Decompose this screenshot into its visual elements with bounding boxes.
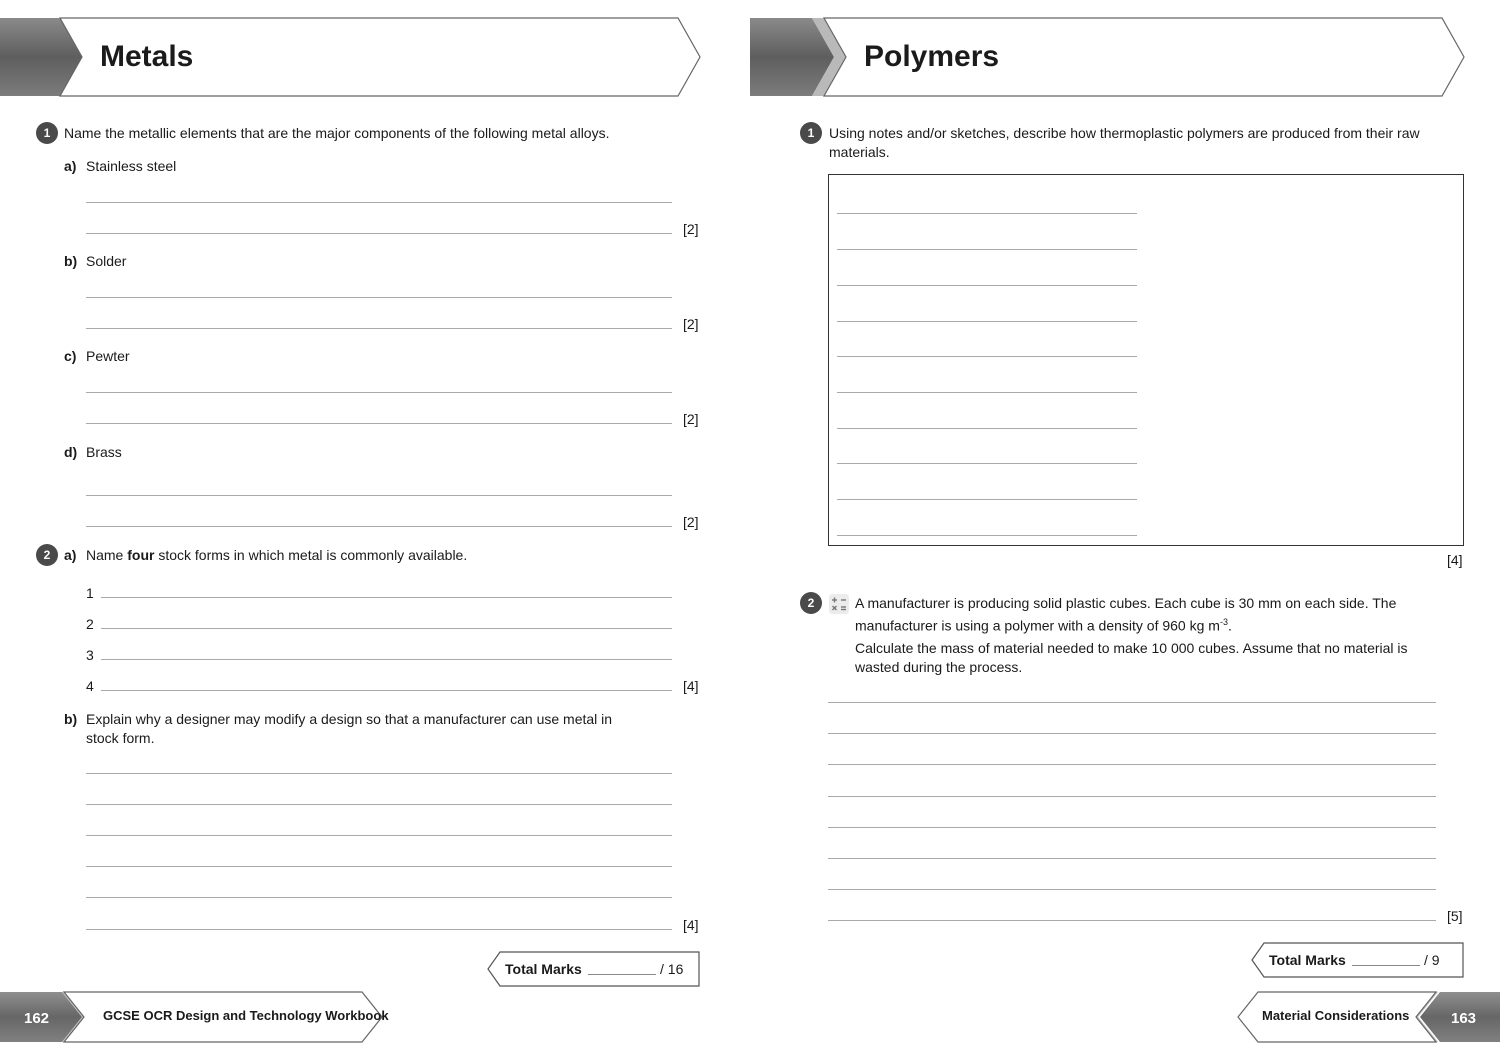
answer-line[interactable] — [86, 929, 672, 930]
part-label: d) — [64, 444, 78, 460]
part-text: Stainless steel — [86, 158, 177, 174]
part-text: Brass — [86, 444, 122, 460]
answer-line[interactable] — [86, 835, 672, 836]
question-text: Name the metallic elements that are the major components of the following metal alloys. — [64, 125, 610, 141]
part-text-emphasis: four — [127, 547, 155, 563]
marks-label: [2] — [683, 221, 699, 237]
answer-line[interactable] — [86, 202, 672, 203]
marks-label: [4] — [683, 678, 699, 694]
question-number-badge: 1 — [36, 122, 58, 144]
answer-line[interactable] — [828, 702, 1436, 703]
question-number-badge: 2 — [36, 544, 58, 566]
answer-line[interactable] — [86, 328, 672, 329]
total-marks-field[interactable] — [1352, 965, 1420, 966]
answer-line[interactable] — [828, 858, 1436, 859]
page-title: Polymers — [864, 40, 1000, 73]
part-label: a) — [64, 547, 77, 563]
part-text-end: stock forms in which metal is commonly available. — [154, 547, 468, 563]
part-label: c) — [64, 348, 77, 364]
answer-line[interactable] — [828, 764, 1436, 765]
part-label: b) — [64, 253, 78, 269]
question-text — [855, 594, 1455, 636]
marks-label: [2] — [683, 411, 699, 427]
answer-line[interactable] — [101, 690, 672, 691]
page-title: Metals — [100, 40, 194, 73]
page-number: 162 — [24, 1010, 50, 1027]
answer-line[interactable] — [86, 773, 672, 774]
answer-line[interactable] — [86, 526, 672, 527]
answer-line[interactable] — [837, 499, 1137, 500]
total-marks-field[interactable] — [588, 974, 656, 975]
question-text-main: A manufacturer is producing solid plastic cubes. Each cube is 30 mm on each side. The manufacturer is using a polymer with a density of 960 kg m — [855, 595, 1397, 634]
part-text — [86, 546, 467, 565]
answer-line[interactable] — [101, 597, 672, 598]
marks-label: [4] — [683, 917, 699, 933]
question-text-period: . — [1227, 617, 1232, 634]
part-label: b) — [64, 711, 78, 727]
page-number: 163 — [1451, 1010, 1477, 1027]
answer-line[interactable] — [86, 866, 672, 867]
answer-line[interactable] — [837, 463, 1137, 464]
part-text-start: Name — [86, 547, 128, 563]
question-number-badge: 2 — [800, 592, 822, 614]
list-number: 1 — [86, 585, 94, 601]
footer-title: GCSE OCR Design and Technology Workbook — [103, 1008, 389, 1023]
marks-label: [4] — [1447, 552, 1463, 568]
list-number: 2 — [86, 616, 94, 632]
answer-line[interactable] — [86, 392, 672, 393]
question-text: Using notes and/or sketches, describe how thermoplastic polymers are produced from their raw materials. — [829, 125, 1420, 160]
answer-line[interactable] — [837, 535, 1137, 536]
answer-line[interactable] — [837, 321, 1137, 322]
list-number: 4 — [86, 678, 94, 694]
list-number: 3 — [86, 647, 94, 663]
answer-line[interactable] — [828, 733, 1436, 734]
answer-line[interactable] — [86, 897, 672, 898]
answer-line[interactable] — [837, 249, 1137, 250]
marks-label: [2] — [683, 514, 699, 530]
marks-label: [2] — [683, 316, 699, 332]
part-text: Explain why a designer may modify a design so that a manufacturer can use metal in stock form. — [86, 711, 613, 746]
answer-line[interactable] — [86, 495, 672, 496]
answer-line[interactable] — [837, 356, 1137, 357]
total-marks-max: / 9 — [1424, 952, 1440, 968]
question-text: Calculate the mass of material needed to make 10 000 cubes. Assume that no material is wasted during the process. — [855, 640, 1408, 675]
answer-line[interactable] — [86, 297, 672, 298]
answer-line[interactable] — [837, 285, 1137, 286]
footer-title: Material Considerations — [1262, 1008, 1410, 1023]
answer-line[interactable] — [86, 804, 672, 805]
sketch-answer-box[interactable] — [828, 174, 1464, 546]
answer-line[interactable] — [828, 827, 1436, 828]
part-text: Pewter — [86, 348, 130, 364]
total-marks-max: / 16 — [660, 961, 684, 977]
answer-line[interactable] — [828, 889, 1436, 890]
question-number-badge: 1 — [800, 122, 822, 144]
calculator-icon — [829, 594, 849, 614]
answer-line[interactable] — [837, 428, 1137, 429]
answer-line[interactable] — [828, 796, 1436, 797]
part-label: a) — [64, 158, 77, 174]
total-marks-label: Total Marks — [505, 961, 582, 977]
right-header-banner — [750, 18, 1464, 96]
superscript: -3 — [1219, 617, 1228, 627]
answer-line[interactable] — [828, 920, 1436, 921]
answer-line[interactable] — [101, 659, 672, 660]
total-marks-label: Total Marks — [1269, 952, 1346, 968]
answer-line[interactable] — [86, 233, 672, 234]
answer-line[interactable] — [837, 213, 1137, 214]
answer-line[interactable] — [837, 392, 1137, 393]
answer-line[interactable] — [86, 423, 672, 424]
marks-label: [5] — [1447, 908, 1463, 924]
answer-line[interactable] — [101, 628, 672, 629]
part-text: Solder — [86, 253, 127, 269]
